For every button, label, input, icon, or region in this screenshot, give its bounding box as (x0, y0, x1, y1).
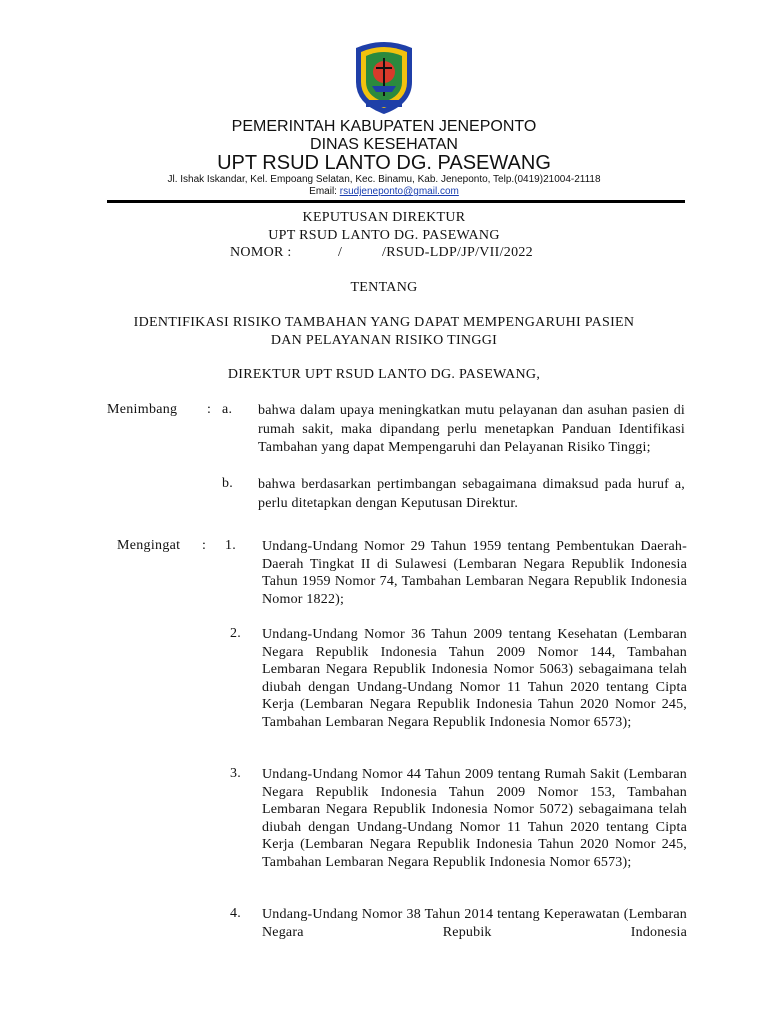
mengingat-label: Mengingat (117, 538, 181, 553)
menimbang-item-b: bahwa berdasarkan pertimbangan sebagaimana dimaksud pada huruf a, perlu ditetapkan dengan Keputusan Direktur. (258, 477, 685, 511)
decree-subject-line1: IDENTIFIKASI RISIKO TAMBAHAN YANG DAPAT MEMPENGARUHI PASIEN (133, 315, 635, 330)
nomor-value: /RSUD-LDP/JP/VII/2022 (382, 245, 533, 260)
mengingat-item-3: Undang-Undang Nomor 44 Tahun 2009 tentang Rumah Sakit (Lembaran Negara Republik Indonesia Tahun 2009 Nomor 153, Tambahan Lembaran Negara Republik Indonesia Nomor 5072) sebagaimana telah diubah dengan Undang-Undang Nomor 11 Tahun 2020 tentang Cipta Kerja (Lembaran Negara Republik Indonesia Tahun 2020 Nomor 245, Tambahan Lembaran Negara Republik Indonesia Nomor 6573); (262, 767, 687, 870)
email-link[interactable]: rsudjeneponto@gmail.com (339, 186, 459, 197)
mengingat-marker-1: 1. (225, 538, 237, 553)
tentang-heading: TENTANG (350, 280, 418, 295)
decree-title: KEPUTUSAN DIREKTUR (302, 210, 466, 225)
mengingat-marker-2: 2. (230, 626, 242, 641)
decree-issuer: UPT RSUD LANTO DG. PASEWANG (268, 228, 500, 243)
menimbang-colon: : (207, 402, 212, 417)
nomor-separator: / (338, 245, 343, 260)
mengingat-marker-3: 3. (230, 766, 242, 781)
mengingat-colon: : (202, 538, 207, 553)
email-line (0, 186, 768, 197)
menimbang-item-a: bahwa dalam upaya meningkatkan mutu pelayanan dan asuhan pasien di rumah sakit, maka dipandang perlu menetapkan Panduan Identifikasi Tambahan yang dapat Mempengaruhi dan Pelayanan Risiko Tinggi; (258, 403, 685, 455)
hospital-name: UPT RSUD LANTO DG. PASEWANG (217, 152, 551, 174)
menimbang-marker-b: b. (222, 476, 234, 491)
mengingat-item-1: Undang-Undang Nomor 29 Tahun 1959 tentang Pembentukan Daerah-Daerah Tingkat II di Sulawesi (Lembaran Negara Republik Indonesia Tahun 1959 Nomor 74, Tambahan Lembaran Negara Republik Indonesia Nomor 1822); (262, 539, 687, 607)
mengingat-marker-4: 4. (230, 906, 242, 921)
kab-jeneponto-crest-icon (352, 38, 416, 114)
director-heading: DIREKTUR UPT RSUD LANTO DG. PASEWANG, (227, 367, 541, 382)
email-label: Email: (309, 186, 337, 197)
nomor-label: NOMOR : (230, 245, 292, 260)
hospital-address: Jl. Ishak Iskandar, Kel. Empoang Selatan, Kec. Binamu, Kab. Jeneponto, Telp.(0419)21004-21118 (167, 174, 601, 185)
menimbang-marker-a: a. (222, 402, 233, 417)
mengingat-item-2: Undang-Undang Nomor 36 Tahun 2009 tentang Kesehatan (Lembaran Negara Republik Indonesia Tahun 2009 Nomor 144, Tambahan Lembaran Negara Republik Indonesia Nomor 5063) sebagaimana telah diubah dengan Undang-Undang Nomor 11 Tahun 2020 tentang Cipta Kerja (Lembaran Negara Republik Indonesia Tahun 2020 Nomor 245, Tambahan Lembaran Negara Republik Indonesia Nomor 6573); (262, 627, 687, 730)
mengingat-item-4: Undang-Undang Nomor 38 Tahun 2014 tentang Keperawatan (Lembaran Negara Repubik Indonesia (262, 907, 687, 940)
decree-subject-line2: DAN PELAYANAN RISIKO TINGGI (270, 333, 498, 348)
menimbang-label: Menimbang (107, 402, 178, 417)
letterhead-divider (107, 200, 685, 203)
government-name: PEMERINTAH KABUPATEN JENEPONTO (231, 118, 537, 135)
department-name: DINAS KESEHATAN (310, 136, 458, 153)
